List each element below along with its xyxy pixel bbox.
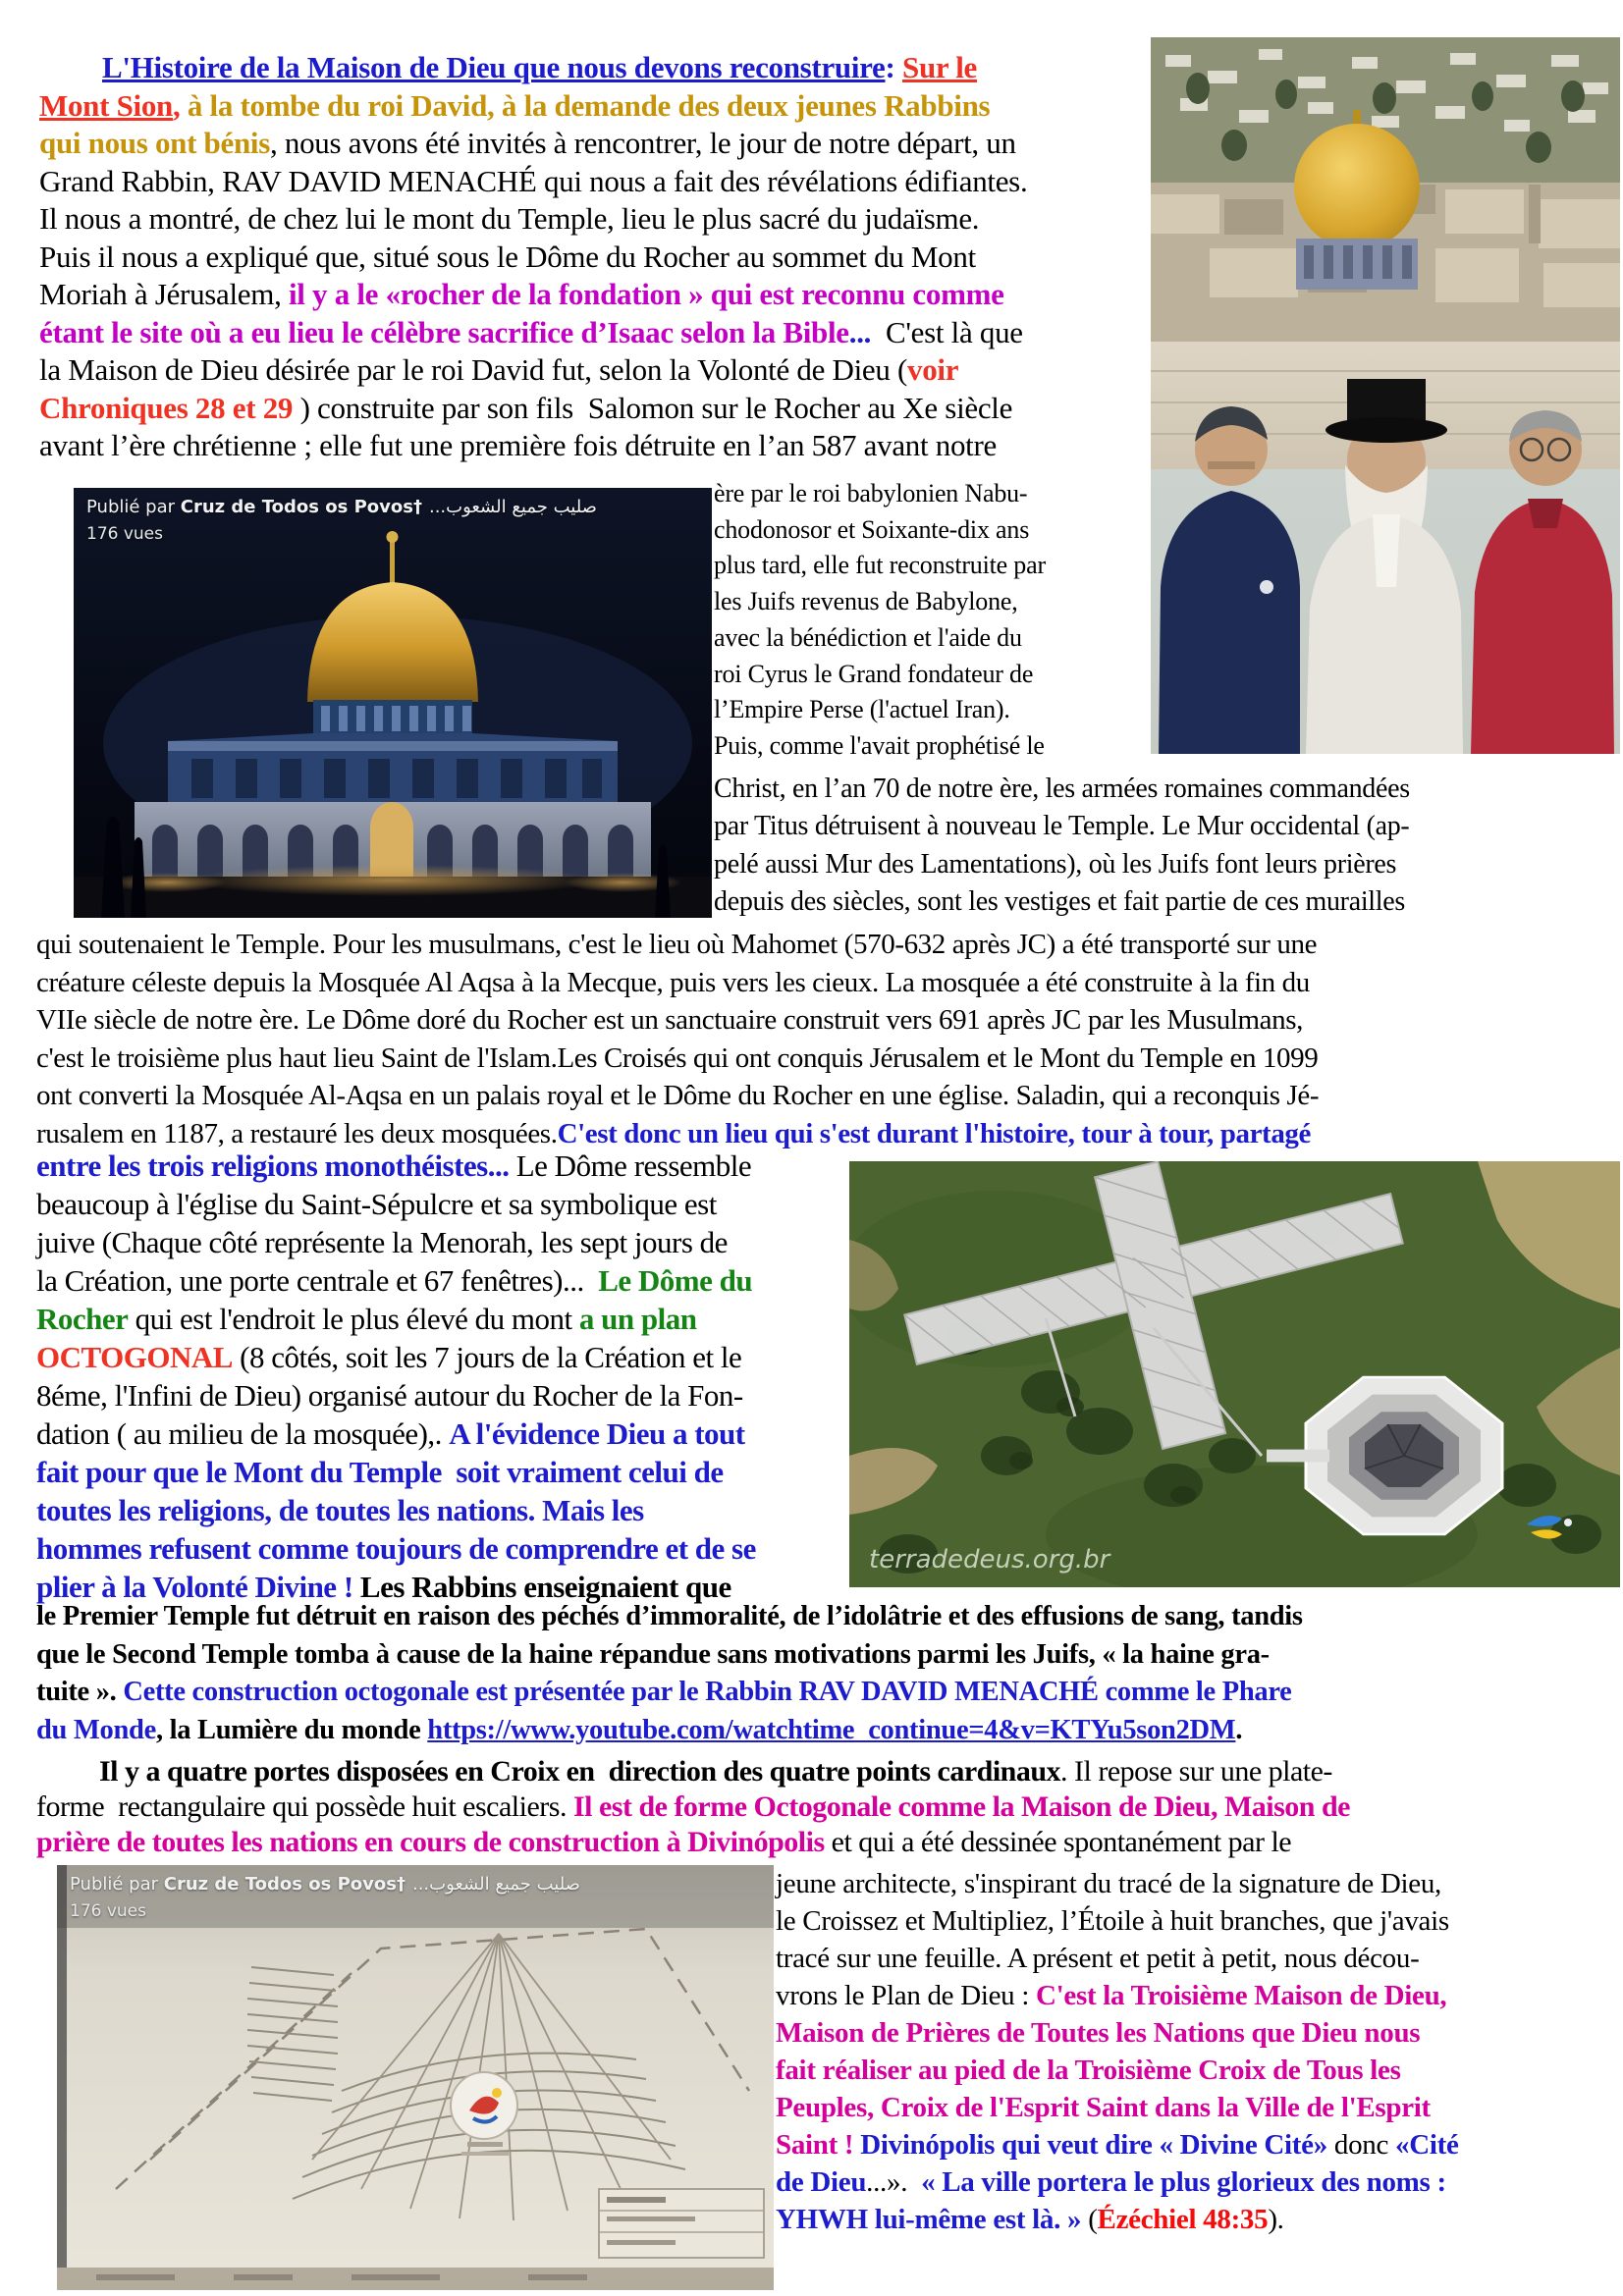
text-segment: créature céleste depuis la Mosquée Al Aqsa à la Mecque, puis vers les cieux. La mosquée a été construite à la fin du xyxy=(36,966,1310,998)
text-segment: dation ( au milieu de la mosquée),. xyxy=(36,1416,450,1451)
text-line xyxy=(36,1261,756,1300)
text-segment: Grand Rabbin, RAV DAVID MENACHÉ qui nous a fait des révélations édifiantes. xyxy=(39,163,1028,198)
paragraph-beside-aerial-image xyxy=(36,1147,756,1606)
text-line xyxy=(36,1491,756,1529)
text-segment: c'est le troisième plus haut lieu Saint de l'Islam.Les Croisés qui ont conquis Jérusalem et le Mont du Temple en 1099 xyxy=(36,1041,1319,1074)
youtube-link[interactable]: https://www.youtube.com/watchtime_continue=4&v=KTYu5son2DM xyxy=(427,1714,1236,1745)
text-line xyxy=(714,728,1046,765)
text-segment: Puis, comme l'avait prophétisé le xyxy=(714,730,1045,760)
octagonal-construction-aerial-image xyxy=(849,1161,1620,1587)
text-segment: vrons le Plan de Dieu : xyxy=(776,1980,1037,2011)
text-line xyxy=(714,657,1046,693)
text-segment: Peuples, Croix de l'Esprit Saint dans la Ville de l'Esprit xyxy=(776,2092,1431,2123)
text-line xyxy=(714,620,1046,657)
text-segment: (8 côtés, soit les 7 jours de la Création et le xyxy=(232,1340,742,1374)
text-segment: ont converti la Mosquée Al-Aqsa en un palais royal et le Dôme du Rocher en une église. Saladin, qui a reconquis Jé- xyxy=(36,1080,1320,1111)
text-line xyxy=(36,1789,1350,1825)
text-segment: ... xyxy=(848,314,872,349)
text-segment: prière de toutes les nations en cours de construction à Divinópolis xyxy=(36,1826,825,1858)
text-segment: YHWH lui-même est là. » xyxy=(776,2204,1089,2235)
video-caption xyxy=(86,497,597,544)
text-segment: les Juifs revenus de Babylone, xyxy=(714,587,1018,616)
text-segment: avec la bénédiction et l'aide du xyxy=(714,622,1022,652)
text-line xyxy=(36,1453,756,1491)
text-segment: voir xyxy=(907,352,959,387)
text-line xyxy=(776,2014,1459,2052)
text-line xyxy=(714,476,1046,512)
caption-views: 176 vues xyxy=(86,524,164,544)
text-segment: il y a le «rocher de la fondation » qui est reconnu comme xyxy=(288,277,1004,311)
text-segment: L'Histoire de la Maison de Dieu que nous devons reconstruire xyxy=(102,50,886,84)
paragraph-rabbins-teaching xyxy=(36,1598,1303,1749)
text-segment: Cette construction octogonale est présentée par le Rabbin RAV DAVID MENACHÉ comme le Phare xyxy=(123,1677,1292,1707)
text-segment: de Dieu xyxy=(776,2166,867,2198)
text-segment: plier à la Volonté Divine ! xyxy=(36,1570,360,1604)
text-segment: A l'évidence Dieu a tout xyxy=(449,1416,745,1451)
jerusalem-three-men-photo xyxy=(1151,37,1620,754)
paragraph-beside-dome-photo xyxy=(714,476,1046,765)
text-line xyxy=(36,1001,1319,1040)
text-line xyxy=(39,87,1027,126)
text-line xyxy=(39,49,1027,87)
text-segment: Les Rabbins enseignaient que xyxy=(359,1570,731,1604)
paragraph-beside-floorplan xyxy=(776,1865,1459,2238)
text-line xyxy=(39,125,1027,163)
text-line xyxy=(36,1147,756,1185)
text-segment: Il nous a montré, de chez lui le mont du Temple, lieu le plus sacré du judaïsme. xyxy=(39,201,980,236)
text-segment: fait réaliser au pied de la Troisième Croix de Tous les xyxy=(776,2055,1401,2086)
paragraph-full-width-history xyxy=(36,926,1319,1152)
paragraph-below-jerusalem-photo xyxy=(714,771,1410,921)
text-line xyxy=(776,2163,1459,2201)
text-segment: . xyxy=(1235,1714,1243,1745)
text-segment: 8éme, l'Infini de Dieu) organisé autour du Rocher de la Fon- xyxy=(36,1378,743,1413)
text-segment: qui soutenaient le Temple. Pour les musulmans, c'est le lieu où Mahomet (570-632 après JC) a été transporté sur une xyxy=(36,929,1318,960)
text-line xyxy=(36,1598,1303,1636)
text-segment: C'est la Troisième Maison de Dieu, xyxy=(1036,1980,1447,2011)
text-segment: donc xyxy=(1326,2129,1395,2161)
text-line xyxy=(36,1754,1350,1789)
text-segment: juive (Chaque côté représente la Menorah, les sept jours de xyxy=(36,1225,728,1259)
text-line xyxy=(39,427,1027,465)
caption-published-by: Publié par xyxy=(86,497,181,517)
text-line xyxy=(36,1300,756,1338)
text-line xyxy=(714,692,1046,728)
text-segment: jeune architecte, s'inspirant du tracé de la signature de Dieu, xyxy=(776,1868,1442,1899)
text-segment: du Monde xyxy=(36,1714,156,1745)
text-line xyxy=(39,200,1027,239)
text-line xyxy=(36,1636,1303,1675)
text-segment: Puis il nous a expliqué que, situé sous le Dôme du Rocher au sommet du Mont xyxy=(39,239,976,274)
text-segment: entre les trois religions monothéistes... xyxy=(36,1148,510,1183)
text-segment: depuis des siècles, sont les vestiges et fait partie de ces murailles xyxy=(714,885,1405,917)
text-line xyxy=(39,390,1027,428)
text-segment: ) construite par son fils Salomon sur le Rocher au Xe siècle xyxy=(293,390,1013,425)
text-segment: ( xyxy=(1088,2204,1098,2235)
aerial-render-graphic xyxy=(849,1161,1620,1587)
text-line xyxy=(776,2126,1459,2163)
text-segment: chodonosor et Soixante-dix ans xyxy=(714,514,1030,544)
text-line xyxy=(776,1902,1459,1940)
text-segment: le Premier Temple fut détruit en raison des péchés d’immoralité, de l’idolâtrie et des effusions de sang, tandis xyxy=(36,1601,1303,1631)
caption-author: Cruz de Todos os Povos† xyxy=(180,497,422,517)
text-line xyxy=(36,1376,756,1415)
text-line xyxy=(36,964,1319,1002)
text-segment: C'est donc un lieu qui s'est durant l'histoire, tour à tour, partagé xyxy=(557,1117,1311,1149)
text-segment: roi Cyrus le Grand fondateur de xyxy=(714,659,1034,688)
text-segment: toutes les religions, de toutes les nations. Mais les xyxy=(36,1493,644,1527)
text-segment: « La ville portera le plus glorieux des noms : xyxy=(921,2166,1446,2198)
caption-published-by: Publié par xyxy=(70,1874,164,1895)
text-line xyxy=(36,926,1319,964)
text-segment: plus tard, elle fut reconstruite par xyxy=(714,551,1046,580)
text-segment: OCTOGONAL xyxy=(36,1340,233,1374)
text-segment: tracé sur une feuille. A présent et petit à petit, nous décou- xyxy=(776,1943,1420,1974)
text-segment: , nous avons été invités à rencontrer, le jour de notre départ, un xyxy=(269,126,1016,160)
text-line xyxy=(36,1825,1350,1860)
text-line xyxy=(776,2089,1459,2126)
text-line xyxy=(36,1223,756,1261)
text-segment: Chroniques 28 et 29 xyxy=(39,390,294,425)
text-segment: étant le site où a eu lieu le célèbre sacrifice d’Isaac selon la Bible xyxy=(39,314,849,349)
paragraph-intro xyxy=(39,49,1027,465)
text-segment: et qui a été dessinée spontanément par le xyxy=(824,1826,1292,1858)
text-line xyxy=(714,846,1410,883)
paragraph-four-doors xyxy=(36,1754,1350,1860)
floorplan-graphic xyxy=(57,1865,774,2290)
text-line xyxy=(776,2201,1459,2238)
text-line xyxy=(776,1940,1459,1977)
text-segment: rusalem en 1187, a restauré les deux mosquées. xyxy=(36,1117,558,1149)
text-segment: l’Empire Perse (l'actuel Iran). xyxy=(714,695,1010,724)
dome-night-graphic xyxy=(74,488,712,918)
text-segment: Le Dôme ressemble xyxy=(509,1148,752,1183)
text-segment: Christ, en l’an 70 de notre ère, les armées romaines commandées xyxy=(714,774,1410,804)
text-line xyxy=(36,1674,1303,1712)
text-segment: avant l’ère chrétienne ; elle fut une première fois détruite en l’an 587 avant notre xyxy=(39,428,997,462)
text-segment: à la tombe du roi David, à la demande des deux jeunes Rabbins xyxy=(187,87,991,123)
text-line xyxy=(36,1338,756,1376)
text-segment: ère par le roi babylonien Nabu- xyxy=(714,479,1028,507)
text-segment: Moriah à Jérusalem, xyxy=(39,277,289,311)
text-line xyxy=(714,808,1410,845)
text-line xyxy=(36,1415,756,1453)
text-line xyxy=(714,584,1046,620)
text-line xyxy=(714,771,1410,808)
text-segment: le Croissez et Multipliez, l’Étoile à huit branches, que j'avais xyxy=(776,1905,1449,1937)
text-segment: Maison de Prières de Toutes les Nations que Dieu nous xyxy=(776,2017,1421,2049)
text-segment: Rocher xyxy=(36,1302,129,1336)
text-segment: Mont Sion xyxy=(39,87,173,123)
text-segment: hommes refusent comme toujours de comprendre et de se xyxy=(36,1531,756,1566)
title-block xyxy=(599,2189,764,2258)
text-line xyxy=(39,276,1027,314)
text-line xyxy=(776,1865,1459,1902)
text-segment: Saint ! xyxy=(776,2129,861,2161)
text-segment: tuite ». xyxy=(36,1677,124,1707)
text-segment: pelé aussi Mur des Lamentations), où les Juifs font leurs prières xyxy=(714,848,1397,880)
text-segment: a un plan xyxy=(578,1302,697,1336)
text-segment: , xyxy=(172,87,188,123)
text-segment: VIIe siècle de notre ère. Le Dôme doré du Rocher est un sanctuaire construit vers 691 après JC par les Musulmans, xyxy=(36,1004,1303,1036)
dome-of-rock-night-photo xyxy=(74,488,712,918)
text-line xyxy=(39,314,1027,352)
text-segment: qui est l'endroit le plus élevé du mont xyxy=(128,1302,579,1336)
text-segment: ...». xyxy=(866,2166,922,2198)
text-segment: Le Dôme du xyxy=(598,1263,753,1298)
text-segment: Il y a quatre portes disposées en Croix en direction des quatre points cardinaux xyxy=(99,1755,1061,1788)
text-line xyxy=(36,1185,756,1223)
text-segment: «Cité xyxy=(1395,2129,1459,2161)
octagonal-floorplan-photo xyxy=(57,1865,774,2290)
caption-arabic: صليب جميع الشعوب... xyxy=(411,1874,580,1895)
text-segment: que le Second Temple tomba à cause de la haine répandue sans motivations parmi les Juifs, « la haine gra- xyxy=(36,1638,1270,1670)
text-segment: forme rectangulaire qui possède huit escaliers. xyxy=(36,1790,573,1823)
text-segment: . Il repose sur une plate- xyxy=(1060,1755,1332,1788)
video-caption xyxy=(70,1874,580,1921)
aerial-watermark: terradedeus.org.br xyxy=(869,1545,1110,1575)
text-line xyxy=(714,883,1410,921)
text-segment: la Maison de Dieu désirée par le roi David fut, selon la Volonté de Dieu ( xyxy=(39,352,908,387)
text-segment: Il est de forme Octogonale comme la Maison de Dieu, Maison de xyxy=(572,1790,1350,1823)
text-segment: ). xyxy=(1268,2204,1284,2235)
text-segment: Divinópolis qui veut dire « Divine Cité» xyxy=(860,2129,1327,2161)
text-segment: qui nous ont bénis xyxy=(39,126,270,160)
text-line xyxy=(776,1977,1459,2014)
text-line xyxy=(36,1040,1319,1078)
text-segment: beaucoup à l'église du Saint-Sépulcre et sa symbolique est xyxy=(36,1187,717,1221)
text-segment: C'est là que xyxy=(871,314,1023,349)
text-line xyxy=(776,2052,1459,2089)
text-line xyxy=(39,351,1027,390)
text-segment: Ézéchiel 48:35 xyxy=(1097,2204,1269,2235)
text-segment: par Titus détruisent à nouveau le Temple. Le Mur occidental (ap- xyxy=(714,811,1410,842)
text-segment: la Création, une porte centrale et 67 fenêtres)... xyxy=(36,1263,599,1298)
text-line xyxy=(36,1077,1319,1115)
text-segment: : xyxy=(885,50,903,84)
text-line xyxy=(714,548,1046,584)
caption-views: 176 vues xyxy=(70,1901,147,1921)
caption-author: Cruz de Todos os Povos† xyxy=(163,1874,406,1895)
text-line xyxy=(36,1712,1303,1750)
text-line xyxy=(39,163,1027,201)
text-line xyxy=(36,1529,756,1568)
caption-arabic: صليب جميع الشعوب... xyxy=(428,497,597,517)
text-line xyxy=(39,239,1027,277)
jerusalem-photo-graphic xyxy=(1151,37,1620,754)
text-segment: Sur le xyxy=(902,50,978,84)
text-line xyxy=(714,512,1046,549)
text-segment: , la Lumière du monde xyxy=(155,1714,428,1745)
text-segment: fait pour que le Mont du Temple soit vraiment celui de xyxy=(36,1455,724,1489)
